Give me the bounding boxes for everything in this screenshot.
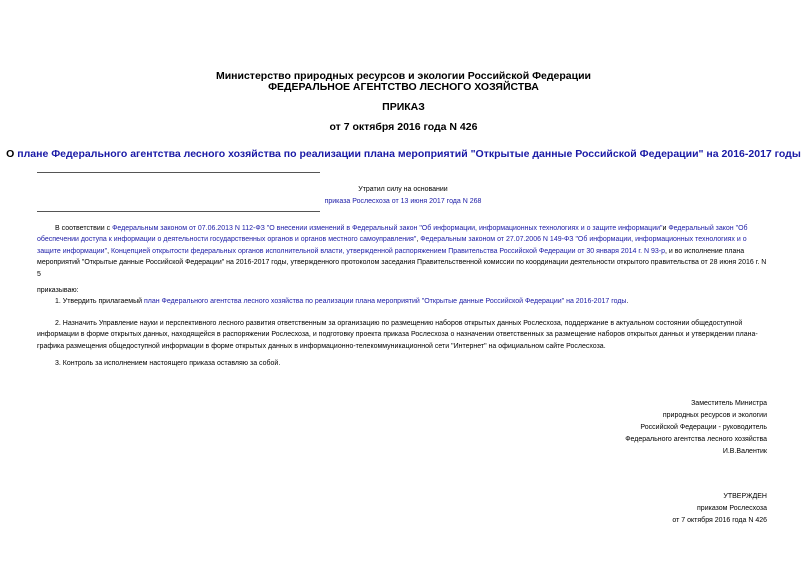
document-date-number: от 7 октября 2016 года N 426 (329, 121, 478, 133)
signature-name: И.В.Валентик (722, 448, 767, 455)
preamble-text-5: , и во исполнение плана мероприятий "Открытые данные Российской Федерации" на 2016-2017 годы, утвержденного протоколом заседания Правительственной комиссии по координации деятельности открытого правительства от 28 июня 2016 г. N 5 (37, 247, 767, 278)
plan-link[interactable]: план Федерального агентства лесного хозяйства по реализации плана мероприятий "Открытые данные Российской Федерации" на 2016-2017 годы (143, 298, 627, 305)
item-3: 3. Контроль за исполнением настоящего приказа оставляю за собой. (55, 360, 281, 367)
title-prefix: О (6, 148, 18, 160)
title-link[interactable]: плане Федерального агентства лесного хозяйства по реализации плана мероприятий "Открытые данные Российской Федерации" на 2016-2017 годы (17, 148, 801, 160)
approved-line-3: от 7 октября 2016 года N 426 (672, 517, 767, 524)
status-note (323, 184, 483, 208)
approved-line-1: УТВЕРЖДЕН (723, 493, 767, 500)
signature-line-3: Российской Федерации - руководитель (640, 424, 767, 431)
divider-top (37, 172, 320, 173)
signature-line-1: Заместитель Министра (691, 400, 767, 407)
order-word: приказываю: (37, 287, 79, 294)
preamble-text-4: , (107, 247, 111, 255)
approved-line-2: приказом Рослесхоза (697, 505, 767, 512)
signature-line-2: природных ресурсов и экологии (662, 412, 767, 419)
status-link[interactable]: приказа Рослесхоза от 13 июня 2017 года N 268 (324, 198, 482, 205)
item-1 (37, 296, 772, 307)
preamble-paragraph (37, 223, 772, 280)
preamble-text-1: В соответствии с (55, 225, 113, 232)
document-title (0, 148, 807, 160)
law-149-link[interactable]: Федеральным законом от 27.07.2006 N 149-ФЗ "Об информации, информационных технологиях и о защите информации" (37, 236, 747, 255)
preamble-text-2: и (662, 225, 669, 232)
item-2: 2. Назначить Управление науки и перспективного лесного развития ответственным за организацию по размещению наборов открытых данных Рослесхоза, поддержание в актуальном состоянии общедоступной информации в форме открытых данных, находящейся в распоряжении Рослесхоза, и подготовку проекта приказа Рослесхоза о назначении ответственных за размещение наборов открытых данных и утверждении плана-графика размещения общедоступной информации в форме открытых данных в информационно-телекоммуникационной сети "Интернет" на официальном сайте Рослесхоза. (37, 320, 758, 350)
status-line: Утратил силу на основании (358, 186, 448, 193)
signature-line-4: Федерального агентства лесного хозяйства (625, 436, 767, 443)
agency-name: ФЕДЕРАЛЬНОЕ АГЕНТСТВО ЛЕСНОГО ХОЗЯЙСТВА (268, 81, 539, 93)
item-1-text: 1. Утвердить прилагаемый (55, 298, 144, 305)
ministry-name: Министерство природных ресурсов и экологии Российской Федерации (215, 70, 592, 82)
preamble-text-3: , (416, 236, 421, 244)
signature-block (625, 398, 767, 458)
approved-block (672, 491, 767, 527)
document-type: ПРИКАЗ (382, 101, 425, 113)
law-112-link[interactable]: Федеральным законом от 07.06.2013 N 112-ФЗ "О внесении изменений в Федеральный закон "Об информации, информационных технологиях и о защите информации" (112, 225, 663, 232)
item-1-end: . (626, 298, 629, 305)
concept-link[interactable]: Концепцией открытости федеральных органов исполнительной власти, утвержденной распоряжением Правительства Российской Федерации от 30 января 2014 г. N 93-р (110, 247, 665, 255)
law-access-link[interactable]: Федеральный закон "Об обеспечении доступа к информации о деятельности государственных органов и органов местного самоуправления" (37, 225, 748, 244)
divider-bottom (37, 211, 320, 212)
